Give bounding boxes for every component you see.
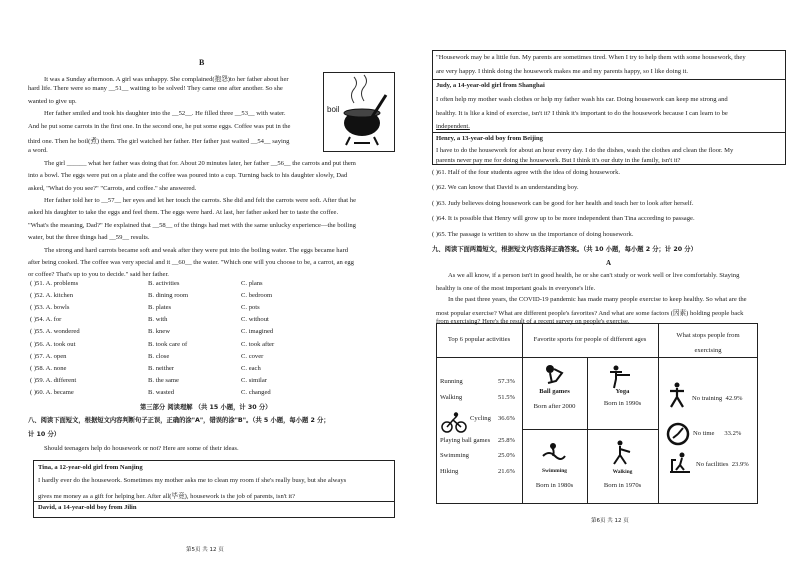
activity-pct: 21.6% [498,468,516,475]
walking-icon [610,440,634,466]
passage-line: healthy is one of the most important goals in everyone's life. [436,285,596,292]
activity-pct: 51.5% [498,394,516,401]
passage-line: "What's the meaning, Dad?" He explained that __58__ of the things had met with the same unlucky experience—the boiling [28,221,356,229]
born-in-1990s: Born in 1990s [603,400,642,407]
clock-icon [666,422,690,446]
david-text-2: are very happy. I think doing the housework makes me and my parents happy, so I like doing it. [436,68,689,75]
passage-line: The strong and hard carrots became soft and weak after they were put into the boiling water. The eggs became hard [44,246,348,254]
barrier-label: No facilities [696,461,729,468]
barrier-no-facilities [696,461,749,468]
henry-text-1: I have to do the housework for about an hour every day. I do the dishes, wash the clothes and clean the floor. My [436,147,734,154]
option-c: C. took after [241,340,275,348]
option-b: B. neither [148,364,175,372]
option-b: B. close [148,352,170,360]
boiling-pot-icon [324,73,394,151]
barrier-label: No training [692,395,723,402]
option-question: ( )60. A. became [30,388,74,396]
passage-line: wanted to give up. [28,97,77,105]
barrier-no-time [693,430,741,437]
treadmill-icon [668,452,692,474]
sport-yoga: Yoga [615,388,630,395]
barrier-label: No time [693,430,715,437]
option-b: B. plates [148,304,172,312]
passage-line: hard life. There were so many __51__ waiting to be solved! They came one after another. So she [28,85,283,93]
activity-pct: 25.8% [498,437,516,444]
passage-line: As we all know, if a person isn't in good health, he or she can't study or work well or live comfortably. Staying [448,272,740,279]
passage-line: And he put some carrots in the first one. In the second one, he put some eggs. Coffee was put in the [28,122,291,130]
tina-name: Tina, a 12-year-old girl from Nanjing [38,464,143,471]
option-question: ( )51. A. problems [30,280,79,287]
option-c: C. without [241,316,269,324]
passage-line: third one. Then he boil(煮) them. The girl watched her father. Her father just waited __54__ saying [28,138,290,145]
passage-line: water, but the three things had __59__ results. [28,234,150,242]
david-name: David, a 14-year-old boy from Jilin [38,504,137,511]
col-header-sports: Favorite sports for people of different ages [533,336,647,343]
passage-line: It was a Sunday afternoon. A girl was unhappy. She complained(抱怨)to her father about her [44,76,289,83]
option-c: C. bedroom [241,292,273,300]
judy-text-2: healthy. It is like a kind of exercise, isn't it? I think it's important to do the housework because I can learn to be [436,110,728,117]
option-c: C. plans [241,280,263,287]
section9-instructions: 九、阅读下面两篇短文，根据短文内容选择正确答案。（共 10 小题，每小题 2 分；计 20 分） [432,246,697,253]
option-question: ( )59. A. different [30,376,77,384]
passage-line: after being cooked. The coffee was very special and it __60__ the water. "Which one will you choose to be, a carrot, an egg [28,259,354,266]
section-letter-a: A [606,259,612,267]
henry-text-2: parents never pay me for doing the housework. But I think it's our duty in the family, isn't it? [436,157,681,164]
judy-name: Judy, a 14-year-old girl from Shanghai [436,82,545,89]
statement-61: ( )61. Half of the four students agree with the idea of doing housework. [432,169,621,176]
option-b: B. wasted [148,388,175,396]
option-question: ( )56. A. took out [30,340,76,348]
col-header-barriers: What stops people from exercising [676,332,740,354]
passage-line: In the past three years, the COVID-19 pandemic has made many people exercise to keep healthy. So what are the [448,296,747,303]
judy-text-1: I often help my mother wash clothes or help my father wash his car. Doing housework can keep me strong and [436,96,728,103]
option-question: ( )53. A. bowls [30,304,70,312]
activity-name: Hiking [440,468,459,475]
born-after-2000: Born after 2000 [533,403,576,410]
activity-name: Playing ball games [440,437,491,444]
sport-walking: Walking [612,469,633,475]
statement-63: ( )63. Judy believes doing housework can be good for her health and teach her to look after herself. [432,200,694,207]
passage-line: asked, "What do you see?" "Carrots, and coffee." she answered. [28,184,197,192]
barrier-pct: 42.9% [725,395,743,402]
swimming-icon [541,442,567,464]
born-in-1980s: Born in 1980s [535,482,574,489]
option-question: ( )54. A. for [30,316,62,324]
option-b: B. activities [148,280,180,287]
activity-pct: 36.6% [498,415,516,422]
part-heading: 第三部分 阅读理解 （共 15 小题，计 30 分） [140,404,272,411]
option-b: B. dining room [148,292,189,300]
cycling-icon [441,412,467,434]
activity-name: Walking [440,394,463,401]
activity-name: Running [440,378,463,385]
sport-ball-games: Ball games [539,388,570,395]
passage-line: from exercising? Here's the result of a recent survey on people's exercise. [436,318,630,325]
passage-line: The girl ______ what her father was doing that for. About 20 minutes later, her father __56__ the carrots and put them [44,159,356,167]
passage-line: into a bowl. The eggs were put on a plate and the coffee was poured into a cup. Turning back to his daughter slowly, Dad [28,172,348,180]
barrier-pct: 33.2% [724,430,742,437]
housework-intro: Should teenagers help do housework or not? Here are some of their ideas. [44,445,239,452]
option-c: C. similar [241,376,268,384]
option-c: C. imagined [241,328,274,336]
section8-instructions-cont: 计 10 分） [28,431,61,438]
statement-65: ( )65. The passage is written to show us the importance of doing housework. [432,231,634,238]
statement-64: ( )64. It is possible that Henry will grow up to be more independent than Tina according to passage. [432,215,695,222]
passage-line: or coffee? That's up to you to decide." said her father. [28,271,169,279]
option-b: B. with [148,316,168,324]
sport-swimming: Swimming [541,468,568,474]
boil-label: boil [327,105,340,114]
henry-name: Henry, a 13-year-old boy from Beijing [436,135,543,142]
option-b: B. knew [148,328,170,336]
activity-name: Swimming [440,452,469,459]
activity-name: Cycling [470,415,491,422]
born-in-1970s: Born in 1970s [603,482,642,489]
option-b: B. the same [148,376,179,384]
passage-line: Her father told her to __57__ her eyes and let her touch the carrots. She did and felt the carrots were soft. After that he [44,197,356,204]
option-c: C. changed [241,388,271,396]
section-letter-b: B [199,58,205,67]
col-header-activities: Top 6 popular activities [447,336,511,343]
activity-pct: 25.0% [498,452,516,459]
barrier-pct: 23.9% [731,461,749,468]
passage-line: Her father smiled and took his daughter into the __52__. He filled three __53__ with water. [44,110,286,118]
passage-line: a word. [28,147,48,155]
option-c: C. cover [241,352,264,360]
david-text-1: "Housework may be a little fun. My parents are sometimes tired. When I try to help them with some housework, they [436,54,746,61]
option-b: B. took care of [148,340,188,348]
page-footer-5: 第5页 共 12 页 [186,547,224,553]
activity-pct: 57.3% [498,378,516,385]
barrier-no-training [692,395,743,402]
passage-line: asked his daughter to take the eggs and feel them. The eggs were hard. At last, her father asked her to taste the coffee. [28,209,339,217]
passage-line: most popular exercise? What are different people's favorites? And what are some factors (因素) holding people back [436,310,744,317]
ball-games-icon [542,363,566,385]
option-c: C. pots [241,304,260,312]
option-question: ( )58. A. none [30,364,67,372]
training-icon [666,382,688,408]
judy-text-3: independent. [436,123,470,130]
option-question: ( )52. A. kitchen [30,292,74,300]
page-footer-6: 第6页 共 12 页 [591,518,629,524]
tina-text-2: gives me money as a gift for helping her. After all(毕竟), housework is the job of parents, isn't it? [38,493,296,500]
tina-text-1: I hardly ever do the housework. Sometimes my mother asks me to clean my room if she's really busy, but she always [38,477,347,484]
option-question: ( )57. A. open [30,352,67,360]
statement-62: ( )62. We can know that David is an understanding boy. [432,184,579,191]
option-question: ( )55. A. wondered [30,328,80,336]
section8-instructions: 八、阅读下面短文，根据短文内容判断句子正误，正确的涂"A"，错误的涂"B"。（共 5 小题，每小题 2 分； [28,417,330,424]
option-c: C. each [241,364,261,372]
boil-illustration [323,72,395,152]
